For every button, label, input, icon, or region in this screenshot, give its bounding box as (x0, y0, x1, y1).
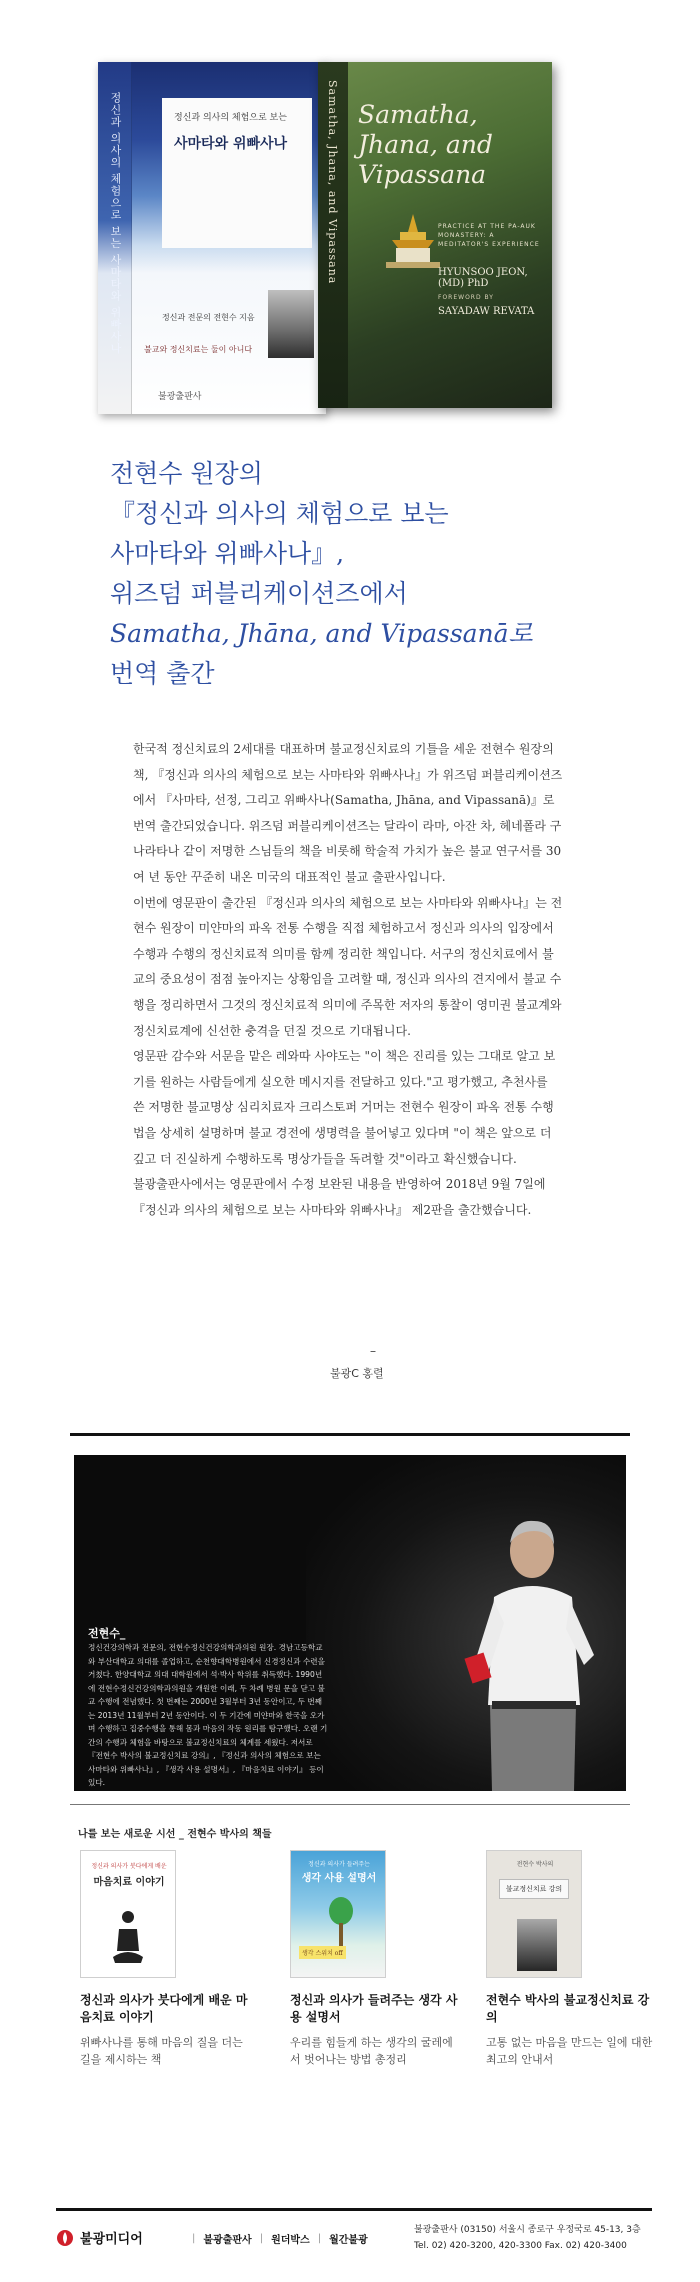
book-covers (0, 0, 700, 420)
english-book-cover (318, 62, 552, 408)
body-paragraph-1: 한국적 정신치료의 2세대를 대표하며 불교정신치료의 기틀을 세운 전현수 원장의 책, 『정신과 의사의 체험으로 보는 사마타와 위빠사나』가 위즈덤 퍼블리케이션즈에서 『사마타, 선정, 그리고 위빠사나(Samatha, Jhāna, and Vipassanā)』로 번역 출간되었습니다. 위즈덤 퍼블리케이션즈는 달라이 라마, 아잔 차, 헤네폴라 구나라타나 같이 저명한 스님들의 책을 비롯해 학술적 가치가 높은 불교 연구서를 30여 년 동안 꾸준히 내온 미국의 대표적인 불교 출판사입니다. (133, 742, 563, 884)
profile-divider (70, 1433, 630, 1436)
english-book-foreword-name: SAYADAW REVATA (438, 306, 535, 317)
english-book-title: Samatha, Jhana, and Vipassana (358, 100, 493, 189)
article-body (133, 737, 563, 1223)
english-book-tagline: PRACTICE AT THE PA-AUK MONASTERY: A MEDITATOR'S EXPERIENCE (438, 223, 540, 248)
related-book-3-cover-main: 불교정신치료 강의 (499, 1879, 569, 1899)
related-book-2-cover-main: 생각 사용 설명서 (301, 1873, 377, 1884)
headline-line-1: 전현수 원장의 (110, 459, 263, 488)
meditation-figure-icon (113, 1907, 143, 1967)
profile-bio: 정신건강의학과 전문의, 전현수정신건강의학과의원 원장. 경남고등학교와 부산대학교 의대를 졸업하고, 순천향대학병원에서 신경정신과 수련을 거쳤다. 한양대학교 의대 대학원에서 석·박사 학위를 취득했다. 1990년에 전현수정신건강의학과의원을 개원한 이래, 두 차례 병원 문을 닫고 불교 수행에 전념했다. 첫 번째는 2000년 3월부터 3년 동안이고, 두 번째는 2013년 11월부터 2년 동안이다. 이 두 기간에 미얀마와 한국을 오가며 수행하고 집중수행을 통해 몸과 마음의 작동 원리를 탐구했다. 오랜 기간의 수행과 체험을 바탕으로 불교정신치료의 체계를 세웠다. 저서로 『전현수 박사의 불교정신치료 강의』, 『정신과 의사의 체험으로 보는 사마타와 위빠사나』, 『생각 사용 설명서』, 『마음치료 이야기』 등이 있다. (88, 1643, 328, 1787)
korean-book-spine (98, 62, 132, 414)
headline-line-5: Samatha, Jhāna, and Vipassanā로 (110, 619, 533, 648)
korean-book-author: 정신과 전문의 전현수 지음 (162, 313, 255, 322)
related-book-3-title[interactable]: 전현수 박사의 불교정신치료 강의 (486, 1993, 650, 2024)
related-book-2-title[interactable]: 정신과 의사가 들려주는 생각 사용 설명서 (290, 1993, 458, 2024)
english-book-author: HYUNSOO JEON, (MD) PhD (438, 267, 528, 289)
related-book-1-desc: 위빠사나를 통해 마음의 질을 더는 길을 제시하는 책 (80, 2036, 243, 2066)
english-book-foreword-label: FOREWORD BY (438, 294, 494, 301)
headline-line-3: 사마타와 위빠사나』, (110, 539, 345, 568)
korean-book-cover (98, 62, 326, 414)
related-book-1-title[interactable]: 정신과 의사가 붓다에게 배운 마음치료 이야기 (80, 1993, 248, 2024)
korean-book-big-title: 사마타와 위빠사나 (174, 136, 288, 152)
korean-book-title-box (162, 98, 312, 248)
related-divider (70, 1804, 630, 1805)
credit-dash: – (370, 1344, 376, 1358)
headline-line-4: 위즈덤 퍼블리케이션즈에서 (110, 579, 408, 608)
korean-book-author-photo (268, 290, 314, 358)
footer-address: 불광출판사 (03150) 서울시 종로구 우정국로 45-13, 3층 (414, 2225, 641, 2235)
related-book-1-cover-main: 마음치료 이야기 (93, 1877, 165, 1888)
footer-brand: 불광미디어 (80, 2232, 143, 2247)
headline-line-6: 번역 출간 (110, 659, 215, 688)
author-speaking-photo (454, 1505, 604, 1791)
author-profile (74, 1455, 626, 1791)
tree-icon (327, 1895, 355, 1951)
imprint-2[interactable]: 원더박스 (271, 2235, 310, 2246)
related-book-1[interactable] (80, 1850, 250, 2068)
article-headline (110, 454, 630, 694)
related-book-2-cover-small: 정신과 의사가 들려주는 (308, 1861, 370, 1868)
related-book-2[interactable] (290, 1850, 460, 2068)
english-book-spine-text: Samatha, Jhana, and Vipassana (326, 80, 339, 285)
related-book-2-cover[interactable] (290, 1850, 386, 1978)
related-book-3-author-photo (517, 1919, 557, 1971)
footer-address-block (414, 2222, 641, 2254)
headline-line-2: 『정신과 의사의 체험으로 보는 (110, 499, 449, 528)
korean-book-small-title: 정신과 의사의 체험으로 보는 (174, 113, 287, 123)
body-paragraph-3: 영문판 감수와 서문을 맡은 레와따 사야도는 "이 책은 진리를 있는 그대로 알고 보기를 원하는 사람들에게 실오한 메시지를 전달하고 있다."고 평가했고, 추천사를 쓴 저명한 불교명상 심리치료자 크리스토퍼 거머는 전현수 원장이 파옥 전통 수행법을 상세히 설명하며 불교 경전에 생명력을 불어넣고 있다며 "이 책은 앞으로 더 깊고 더 진실하게 수행하도록 명상가들을 독려할 것"이라고 확신했습니다. (133, 1049, 556, 1166)
korean-book-publisher: 불광출판사 (158, 392, 202, 402)
korean-book-spine-text: 정신과 의사의 체험으로 보는 사마타와 위빠사나 (109, 92, 122, 355)
bulkwang-logo-icon (56, 2229, 74, 2247)
related-heading: 나를 보는 새로운 시선 _ 전현수 박사의 책들 (78, 1829, 272, 1840)
related-book-2-cover-tag: 생각 스위치 off (299, 1946, 346, 1959)
body-paragraph-2: 이번에 영문판이 출간된 『정신과 의사의 체험으로 보는 사마타와 위빠사나』는 전현수 원장이 미얀마의 파옥 전통 수행을 직접 체험하고서 정신과 의사의 입장에서 수행과 수행의 정신치료적 의미를 함께 정리한 책입니다. 서구의 정신치료에서 불교의 중요성이 점점 높아지는 상황임을 고려할 때, 정신과 의사의 견지에서 불교 수행을 정리하면서 그것의 정신치료적 의미에 주목한 저자의 통찰이 영미권 불교계와 정신치료계에 신선한 충격을 던질 것으로 기대됩니다. (133, 895, 563, 1038)
related-book-3[interactable] (486, 1850, 656, 2068)
related-book-1-cover-small: 정신과 의사가 붓다에게 배운 (91, 1863, 167, 1870)
related-book-3-cover[interactable] (486, 1850, 582, 1978)
article-credit: 불광C 홍렬 (330, 1367, 384, 1380)
related-book-3-cover-small: 전현수 박사의 (516, 1861, 554, 1868)
footer (56, 2222, 652, 2262)
imprint-3[interactable]: 월간불광 (329, 2235, 368, 2246)
footer-imprints: | 불광출판사 | 원더박스 | 월간불광 (192, 2233, 368, 2246)
related-book-1-cover[interactable] (80, 1850, 176, 1978)
footer-phone: Tel. 02) 420-3200, 420-3300 Fax. 02) 420-3400 (414, 2241, 627, 2251)
profile-name: 전현수_ (88, 1627, 126, 1640)
footer-divider (56, 2208, 652, 2211)
related-book-3-desc: 고통 없는 마음을 만드는 일에 대한 최고의 안내서 (486, 2036, 653, 2066)
korean-book-subtitle: 불교와 정신치료는 둘이 아니다 (144, 345, 253, 354)
footer-logo[interactable] (56, 2228, 143, 2247)
related-book-2-desc: 우리를 힘들게 하는 생각의 굴레에서 벗어나는 방법 총정리 (290, 2036, 453, 2066)
imprint-1[interactable]: 불광출판사 (203, 2235, 252, 2246)
english-book-spine (318, 62, 348, 408)
body-paragraph-4: 불광출판사에서는 영문판에서 수정 보완된 내용을 반영하여 2018년 9월 7일에 『정신과 의사의 체험으로 보는 사마타와 위빠사나』 제2판을 출간했습니다. (133, 1177, 546, 1217)
